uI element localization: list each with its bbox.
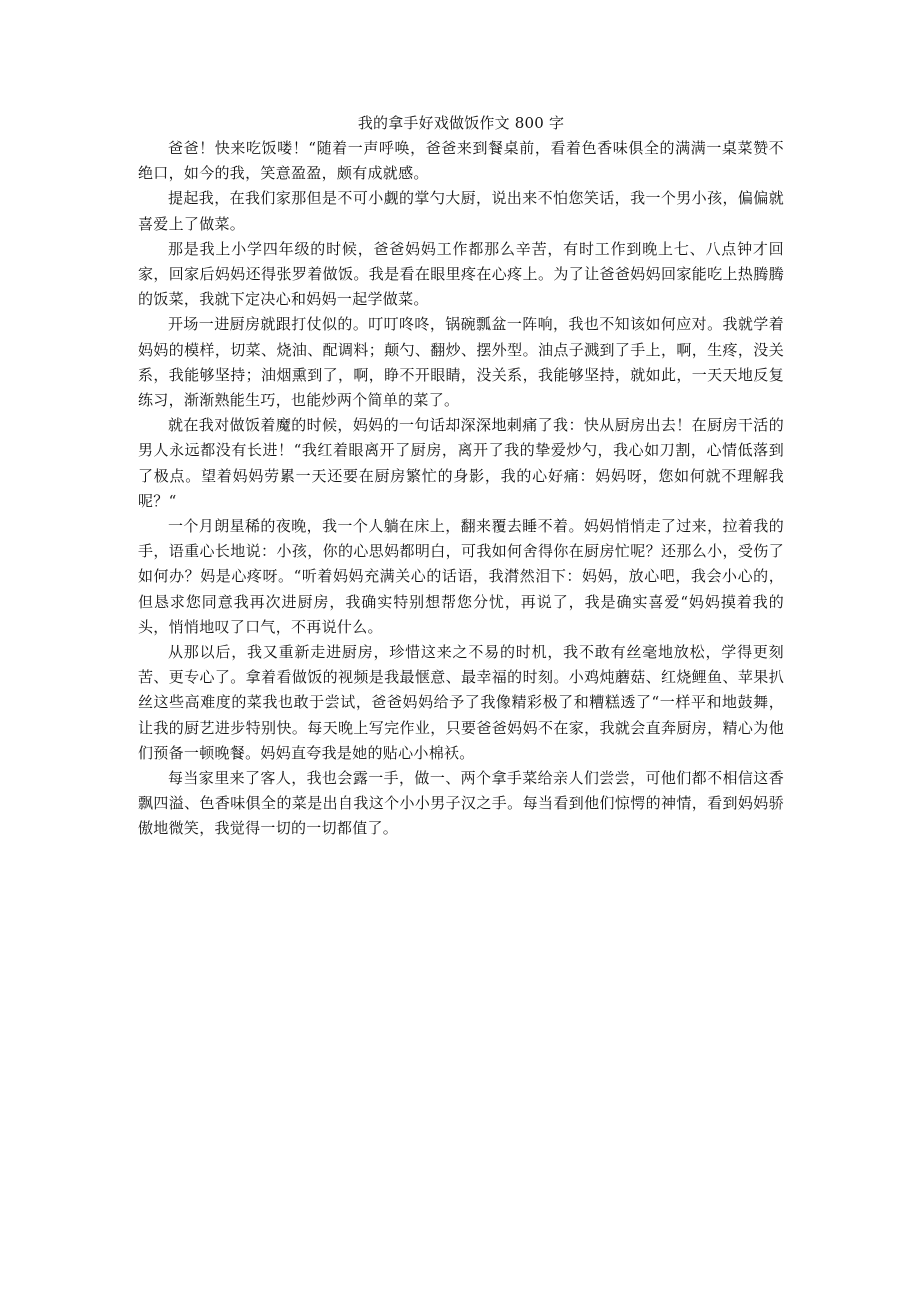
paragraph-1: 爸爸！快来吃饭喽！“随着一声呼唤，爸爸来到餐桌前，看着色香味俱全的满满一桌菜赞不绝口，如今的我，笑意盈盈，颇有成就感。	[138, 139, 784, 183]
document-page	[138, 110, 784, 842]
paragraph-2: 提起我，在我们家那但是不可小觑的掌勺大厨，说出来不怕您笑话，我一个男小孩，偏偏就喜爱上了做菜。	[138, 189, 784, 233]
paragraph-8: 每当家里来了客人，我也会露一手，做一、两个拿手菜给亲人们尝尝，可他们都不相信这香飘四溢、色香味俱全的菜是出自我这个小小男子汉之手。每当看到他们惊愕的神情，看到妈妈骄傲地微笑，我觉得一切的一切都值了。	[138, 769, 784, 838]
paragraph-7: 从那以后，我又重新走进厨房，珍惜这来之不易的时机，我不敢有丝毫地放松，学得更刻苦、更专心了。拿着看做饭的视频是我最惬意、最幸福的时刻。小鸡炖蘑菇、红烧鲤鱼、苹果扒丝这些高难度的菜我也敢于尝试，爸爸妈妈给予了我像精彩极了和糟糕透了“一样平和地鼓舞，让我的厨艺进步特别快。每天晚上写完作业，只要爸爸妈妈不在家，我就会直奔厨房，精心为他们预备一顿晚餐。妈妈直夸我是她的贴心小棉袄。	[138, 643, 784, 762]
paragraph-3: 那是我上小学四年级的时候，爸爸妈妈工作都那么辛苦，有时工作到晚上七、八点钟才回家，回家后妈妈还得张罗着做饭。我是看在眼里疼在心疼上。为了让爸爸妈妈回家能吃上热腾腾的饭菜，我就下定决心和妈妈一起学做菜。	[138, 239, 784, 309]
paragraph-5: 就在我对做饭着魔的时候，妈妈的一句话却深深地刺痛了我：快从厨房出去！在厨房干活的男人永远都没有长进！“我红着眼离开了厨房，离开了我的挚爱炒勺，我心如刀割，心情低落到了极点。望着妈妈劳累一天还要在厨房繁忙的身影，我的心好痛：妈妈呀，您如何就不理解我呢？“	[138, 416, 784, 510]
paragraph-4: 开场一进厨房就跟打仗似的。叮叮咚咚，锅碗瓢盆一阵响，我也不知该如何应对。我就学着妈妈的模样，切菜、烧油、配调料；颠勺、翻炒、摆外型。油点子溅到了手上，啊，生疼，没关系，我能够坚持；油烟熏到了，啊，睁不开眼睛，没关系，我能够坚持，就如此，一天天地反复练习，渐渐熟能生巧，也能炒两个简单的菜了。	[138, 315, 784, 410]
document-title: 我的拿手好戏做饭作文 800 字	[357, 114, 565, 132]
paragraph-6: 一个月朗星稀的夜晚，我一个人躺在床上，翻来覆去睡不着。妈妈悄悄走了过来，拉着我的手，语重心长地说：小孩，你的心思妈都明白，可我如何舍得你在厨房忙呢？还那么小，受伤了如何办？妈是心疼呀。“听着妈妈充满关心的话语，我潸然泪下：妈妈，放心吧，我会小心的，但恳求您同意我再次进厨房，我确实特别想帮您分忧，再说了，我是确实喜爱“妈妈摸着我的头，悄悄地叹了口气，不再说什么。	[138, 517, 784, 636]
